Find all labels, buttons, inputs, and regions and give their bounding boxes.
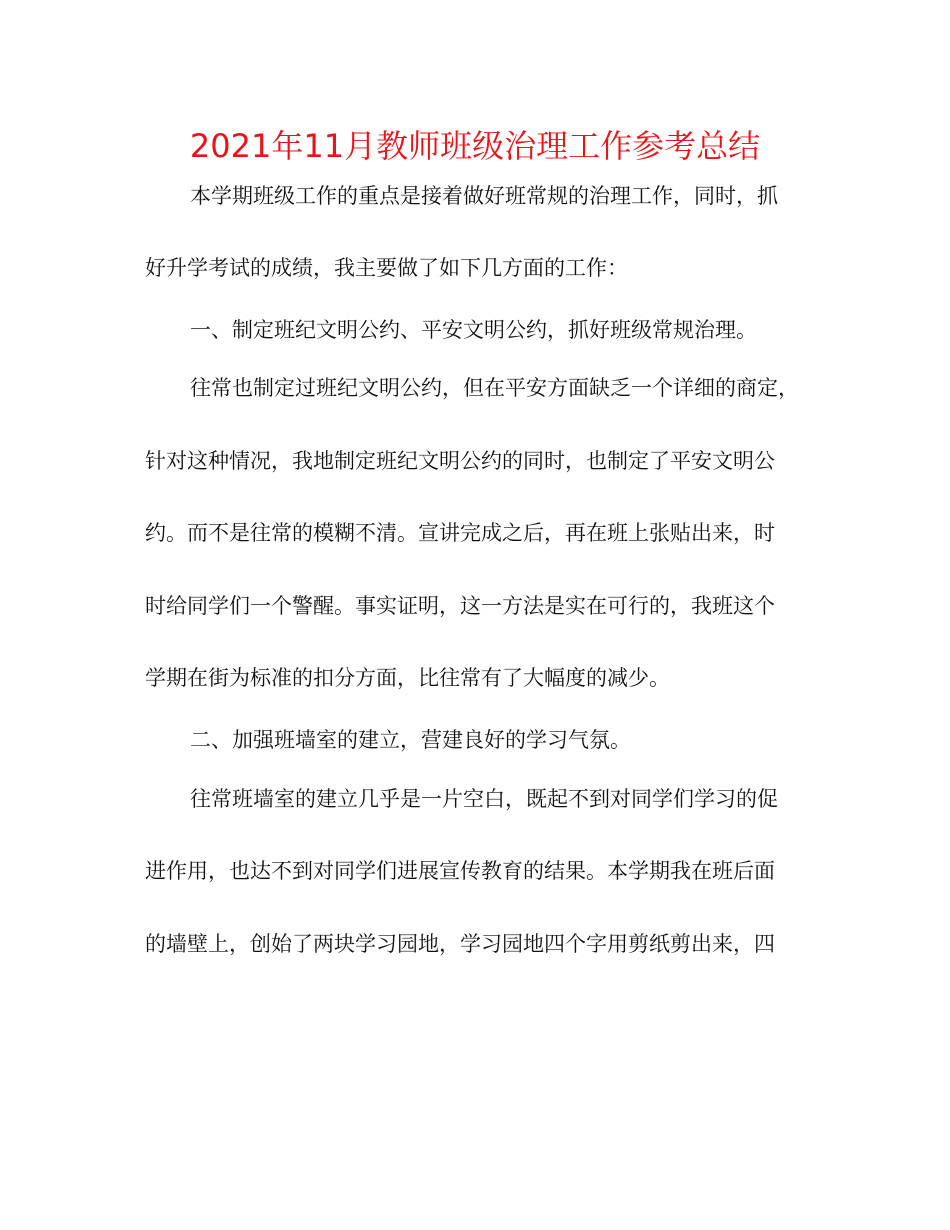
document-title: 2021年11月教师班级治理工作参考总结 — [189, 127, 761, 165]
paragraph-line: 往常班墙室的建立几乎是一片空白，既起不到对同学们学习的促 — [190, 787, 778, 811]
paragraph-line: 约。而不是往常的模糊不清。宣讲完成之后，再在班上张贴出来，时 — [145, 521, 775, 545]
paragraph-line: 进作用，也达不到对同学们进展宣传教育的结果。本学期我在班后面 — [145, 859, 775, 883]
paragraph-line: 二、加强班墙室的建立，营建良好的学习气氛。 — [190, 728, 631, 752]
paragraph-line: 本学期班级工作的重点是接着做好班常规的治理工作，同时，抓 — [190, 184, 778, 208]
paragraph-line: 针对这种情况，我地制定班纪文明公约的同时，也制定了平安文明公 — [145, 449, 775, 473]
paragraph-line: 好升学考试的成绩，我主要做了如下几方面的工作： — [145, 256, 628, 280]
paragraph-line: 学期在街为标准的扣分方面，比往常有了大幅度的减少。 — [145, 666, 670, 690]
paragraph-line: 往常也制定过班纪文明公约，但在平安方面缺乏一个详细的商定， — [190, 376, 799, 400]
paragraph-line: 时给同学们一个警醒。事实证明，这一方法是实在可行的，我班这个 — [145, 594, 775, 618]
paragraph-line: 一、制定班纪文明公约、平安文明公约，抓好班级常规治理。 — [190, 318, 757, 342]
paragraph-line: 的墙壁上，创始了两块学习园地，学习园地四个字用剪纸剪出来，四 — [145, 932, 775, 956]
